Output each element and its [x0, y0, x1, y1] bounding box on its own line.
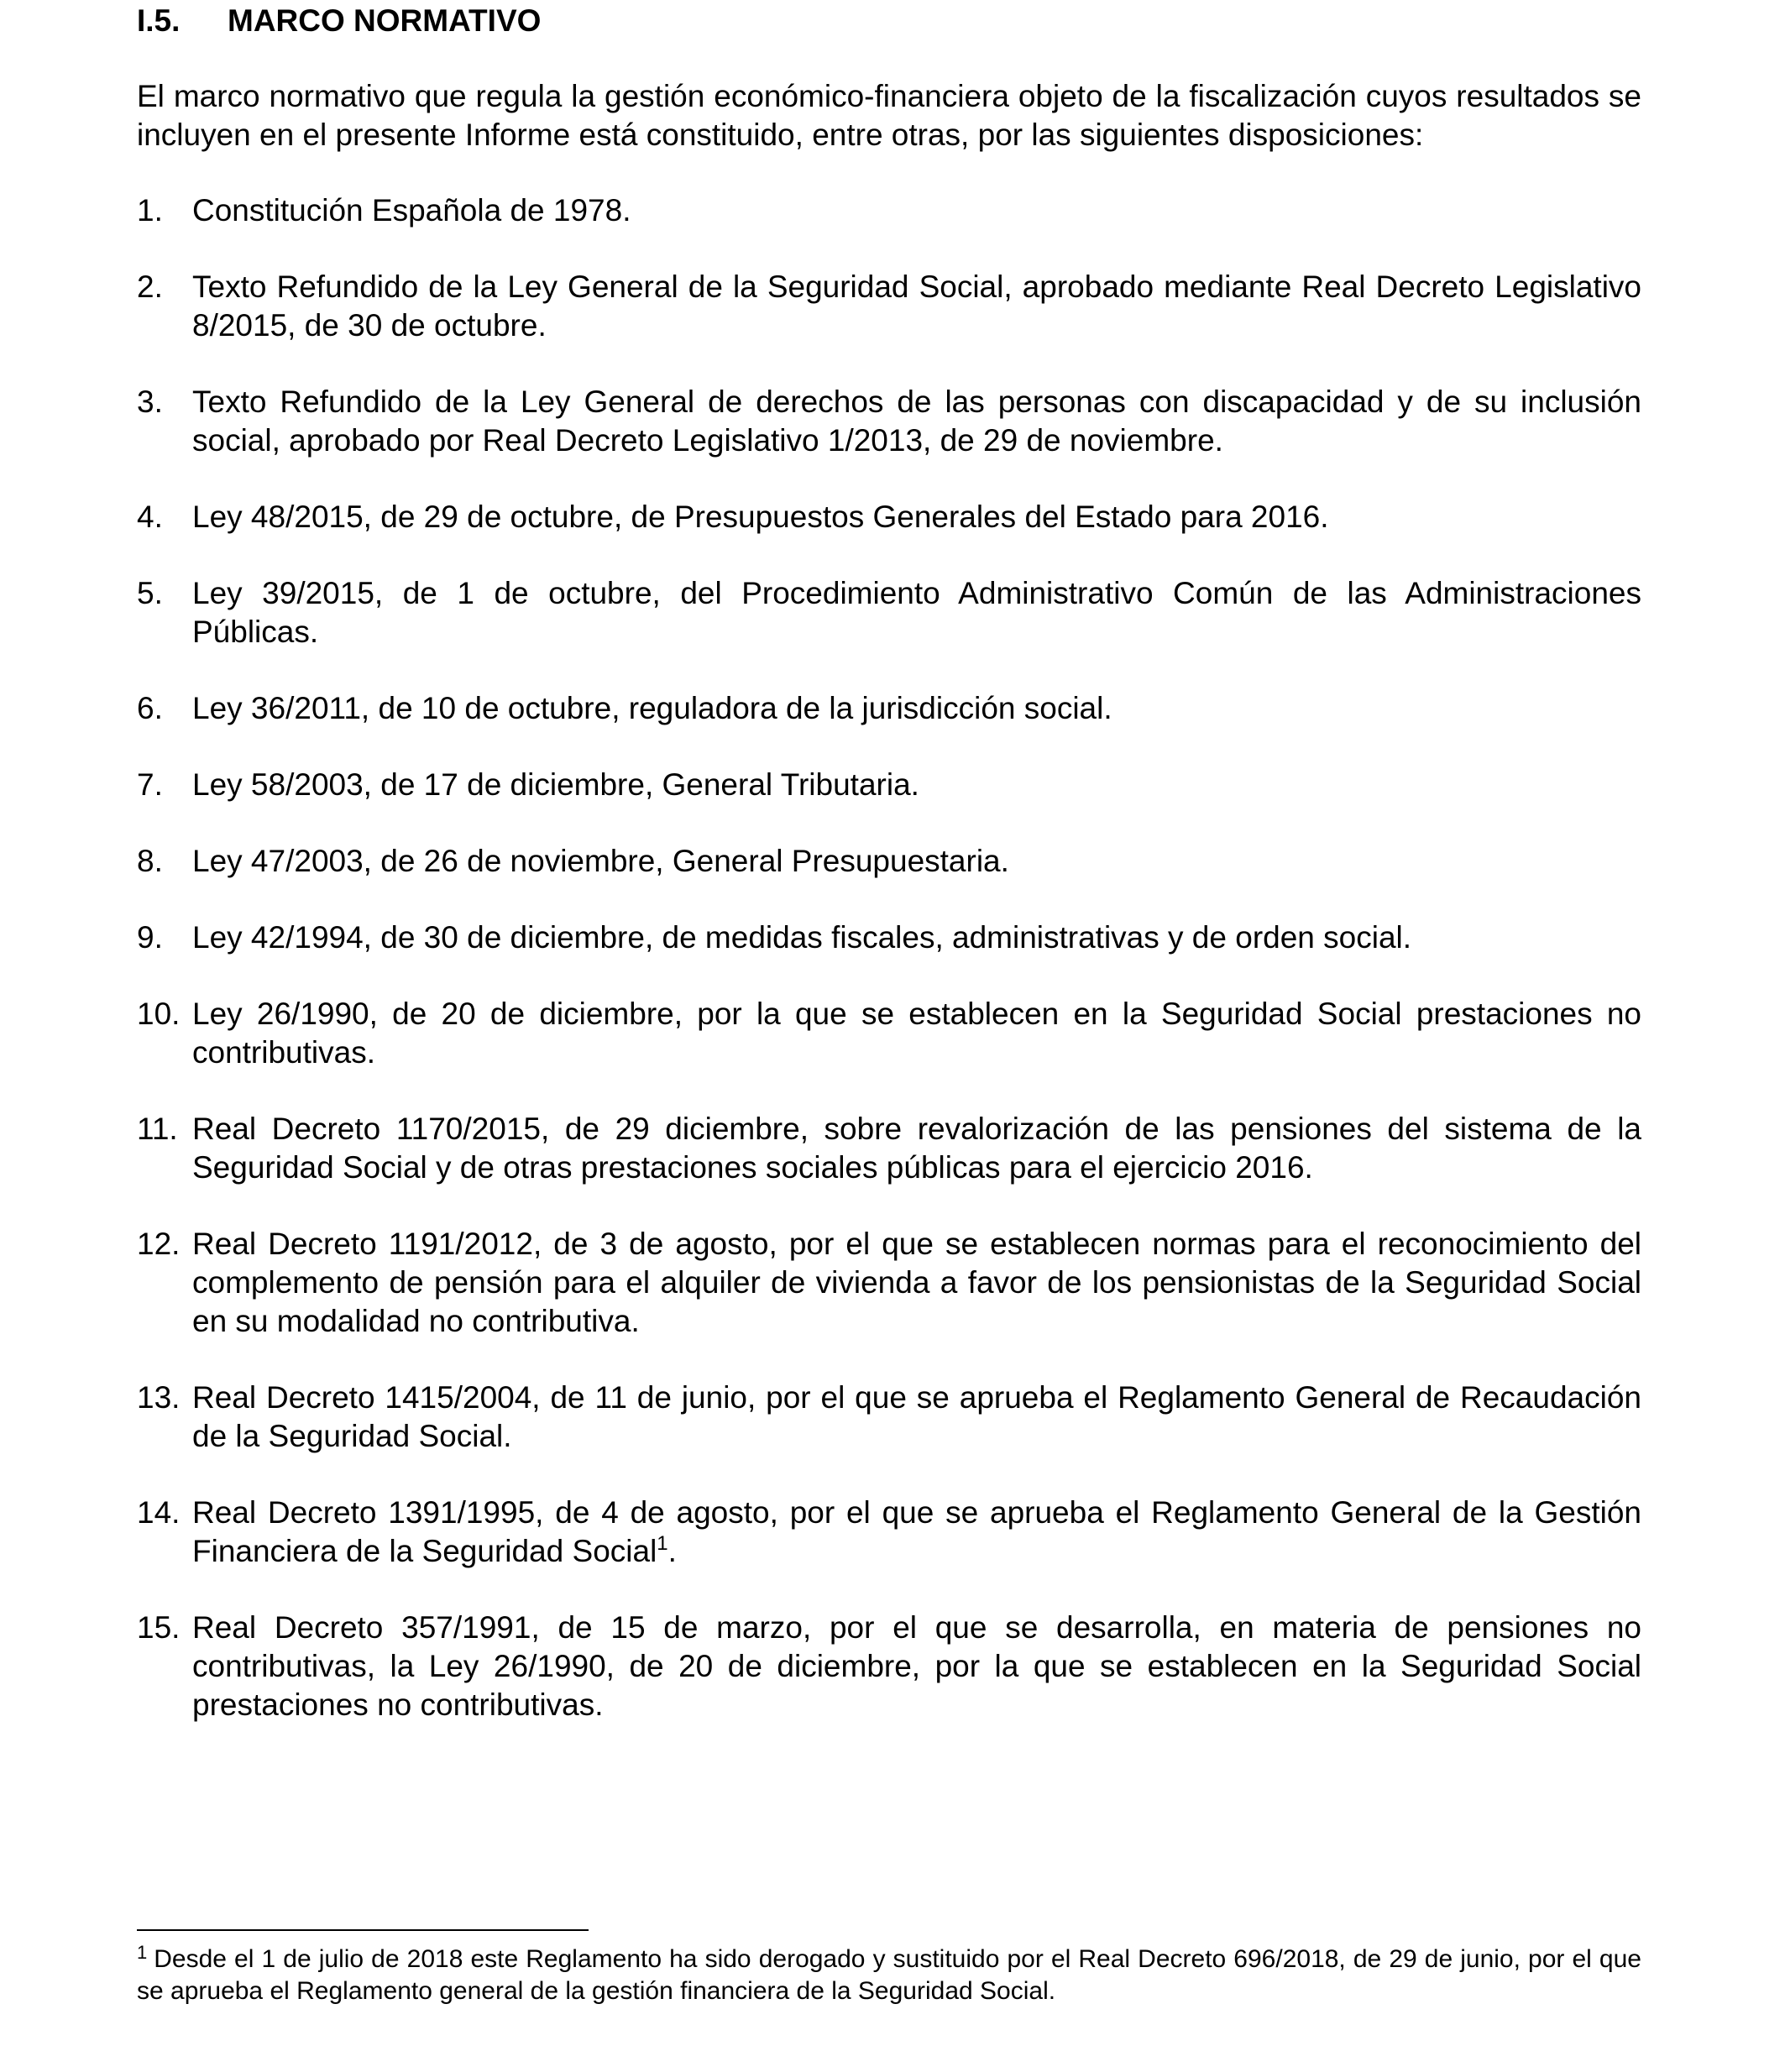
list-item-text: Real Decreto 1391/1995, de 4 de agosto, por el que se aprueba el Reglamento General de la Gestión Financiera de la Seguridad Social — [192, 1495, 1641, 1568]
list-item-text: Texto Refundido de la Ley General de derechos de las personas con discapacidad y de su inclusión social, aprobado por Real Decreto Legislativo 1/2013, de 29 de noviembre. — [192, 385, 1641, 458]
list-item-number: 13. — [137, 1380, 181, 1415]
list-item — [137, 766, 1641, 804]
list-item-text: Ley 58/2003, de 17 de diciembre, General Tributaria. — [192, 767, 919, 802]
list-item-text: Ley 42/1994, de 30 de diciembre, de medidas fiscales, administrativas y de orden social. — [192, 920, 1412, 955]
list-item-text: Constitución Española de 1978. — [192, 193, 631, 228]
list-item-number: 9. — [137, 920, 163, 955]
list-item — [137, 1110, 1641, 1187]
list-item-number: 14. — [137, 1495, 181, 1530]
list-item-text: Real Decreto 1415/2004, de 11 de junio, por el que se aprueba el Reglamento General de Recaudación de la Seguridad Social. — [192, 1380, 1641, 1453]
list-item-text: Real Decreto 1191/2012, de 3 de agosto, por el que se establecen normas para el reconocimiento del complemento de pensión para el alquiler de vivienda a favor de los pensionistas de la Seguridad Social en su modalidad no contributiva. — [192, 1227, 1641, 1338]
list-item-text: Ley 36/2011, de 10 de octubre, reguladora de la jurisdicción social. — [192, 691, 1112, 725]
list-item-text: Real Decreto 357/1991, de 15 de marzo, por el que se desarrolla, en materia de pensiones no contributivas, la Ley 26/1990, de 20 de diciembre, por la que se establecen en la Seguridad Social prestaciones no contributivas. — [192, 1610, 1641, 1722]
footnote-marker: 1 — [137, 1942, 148, 1963]
list-item-number: 8. — [137, 844, 163, 878]
list-item — [137, 995, 1641, 1072]
list-item-text: Real Decreto 1170/2015, de 29 diciembre, sobre revalorización de las pensiones del sistema de la Seguridad Social y de otras prestaciones sociales públicas para el ejercicio 2016. — [192, 1112, 1641, 1185]
list-item — [137, 1609, 1641, 1724]
list-item-suffix: . — [667, 1534, 677, 1568]
list-item — [137, 842, 1641, 881]
list-item-text: Ley 47/2003, de 26 de noviembre, General Presupuestaria. — [192, 844, 1009, 878]
list-item — [137, 268, 1641, 345]
section-title: MARCO NORMATIVO — [228, 3, 542, 38]
list-item — [137, 1379, 1641, 1456]
section-heading — [137, 0, 1641, 40]
list-item-text: Texto Refundido de la Ley General de la Seguridad Social, aprobado mediante Real Decreto Legislativo 8/2015, de 30 de octubre. — [192, 269, 1641, 343]
section-number: I.5. — [137, 3, 181, 38]
footnote-reference[interactable]: 1 — [657, 1532, 668, 1555]
list-item — [137, 191, 1641, 230]
list-item-number: 4. — [137, 500, 163, 534]
list-item-number: 6. — [137, 691, 163, 725]
list-item-number: 3. — [137, 385, 163, 419]
list-item — [137, 498, 1641, 536]
list-item-number: 10. — [137, 997, 181, 1031]
list-item — [137, 574, 1641, 651]
list-item — [137, 1225, 1641, 1341]
list-item-number: 1. — [137, 193, 163, 228]
regulation-list — [137, 191, 1641, 1724]
list-item-number: 7. — [137, 767, 163, 802]
list-item-number: 15. — [137, 1610, 181, 1645]
footnote-text: Desde el 1 de julio de 2018 este Reglamento ha sido derogado y sustituido por el Real Decreto 696/2018, de 29 de junio, por el que se aprueba el Reglamento general de la gestión financiera de la Seguridad Social. — [137, 1945, 1641, 2005]
list-item-number: 12. — [137, 1227, 181, 1261]
list-item-number: 5. — [137, 576, 163, 610]
list-item — [137, 383, 1641, 460]
document-page — [137, 0, 1641, 1762]
list-item-number: 11. — [137, 1112, 178, 1146]
footnote-separator — [137, 1929, 589, 1931]
list-item-number: 2. — [137, 269, 163, 304]
list-item-text: Ley 48/2015, de 29 de octubre, de Presupuestos Generales del Estado para 2016. — [192, 500, 1329, 534]
list-item — [137, 689, 1641, 728]
list-item-text: Ley 39/2015, de 1 de octubre, del Procedimiento Administrativo Común de las Administraciones Públicas. — [192, 576, 1641, 649]
list-item-text-with-footnote — [192, 1494, 1641, 1571]
list-item — [137, 1494, 1641, 1571]
list-item — [137, 918, 1641, 957]
intro-paragraph: El marco normativo que regula la gestión económico-financiera objeto de la fiscalización cuyos resultados se incluyen en el presente Informe está constituido, entre otras, por las siguientes disposiciones: — [137, 79, 1641, 152]
list-item-text: Ley 26/1990, de 20 de diciembre, por la que se establecen en la Seguridad Social prestaciones no contributivas. — [192, 997, 1641, 1070]
footnote — [137, 1944, 1641, 2007]
